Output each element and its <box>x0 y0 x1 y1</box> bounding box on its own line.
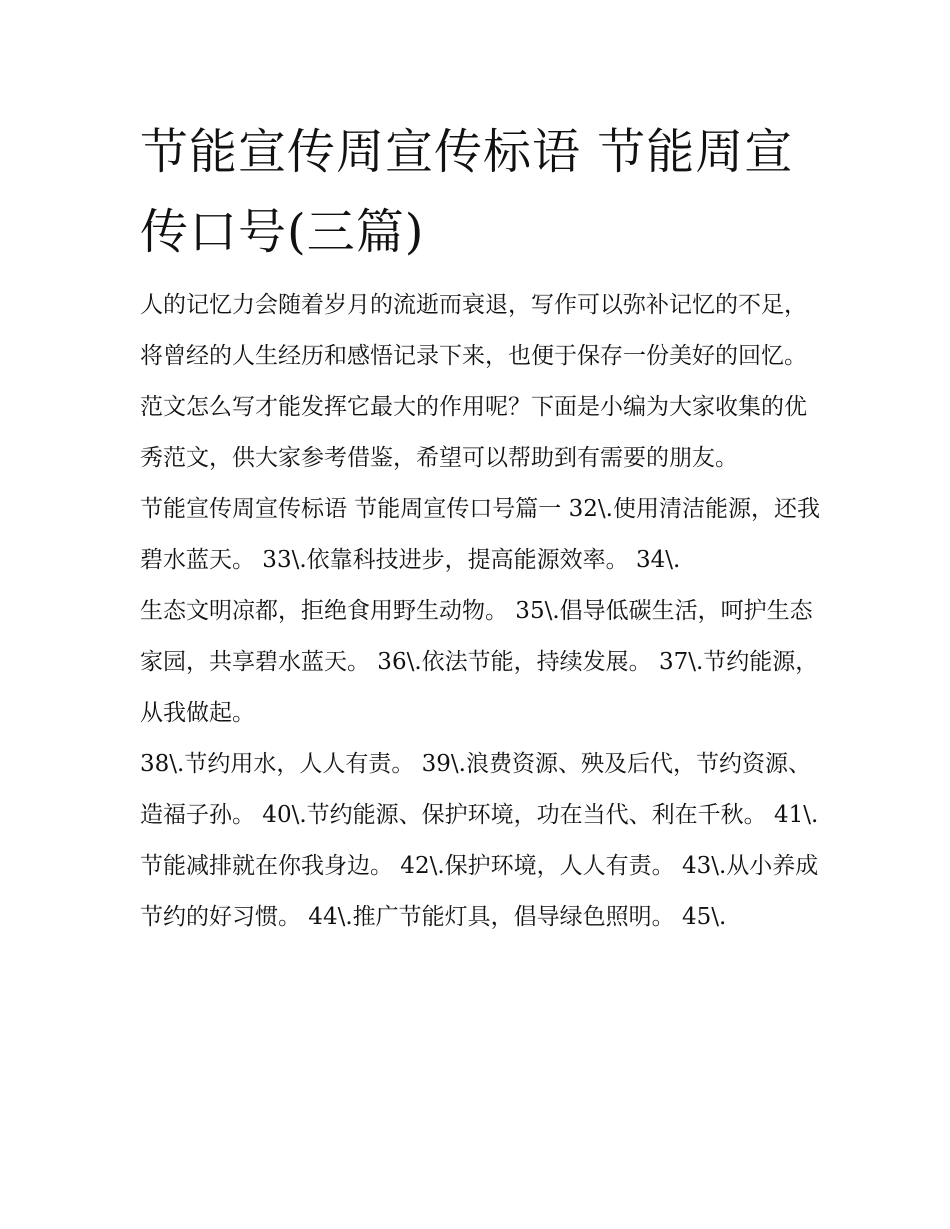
paragraph-slogans-2: 生态文明凉都，拒绝食用野生动物。 35\.倡导低碳生活，呵护生态家园，共享碧水蓝天。 36\.依法节能，持续发展。 37\.节约能源，从我做起。 <box>140 598 819 726</box>
document-page <box>140 112 820 943</box>
paragraph-slogans-4: 节能减排就在你我身边。 42\.保护环境，人人有责。 43\.从小养成节约的好习惯。 44\.推广节能灯具，倡导绿色照明。 45\. <box>140 853 819 930</box>
paragraph-slogans-1: 节能宣传周宣传标语 节能周宣传口号篇一 32\.使用清洁能源，还我碧水蓝天。 33\.依靠科技进步，提高能源效率。 34\. <box>140 496 820 573</box>
paragraph-slogans-3: 38\.节约用水，人人有责。 39\.浪费资源、殃及后代，节约资源、造福子孙。 40\.节约能源、保护环境，功在当代、利在千秋。 41\. <box>140 751 819 828</box>
paragraph-intro: 人的记忆力会随着岁月的流逝而衰退，写作可以弥补记忆的不足，将曾经的人生经历和感悟记录下来，也便于保存一份美好的回忆。范文怎么写才能发挥它最大的作用呢？下面是小编为大家收集的优秀范文，供大家参考借鉴，希望可以帮助到有需要的朋友。 <box>140 292 807 471</box>
document-title: 节能宣传周宣传标语 节能周宣传口号(三篇) <box>140 124 794 260</box>
